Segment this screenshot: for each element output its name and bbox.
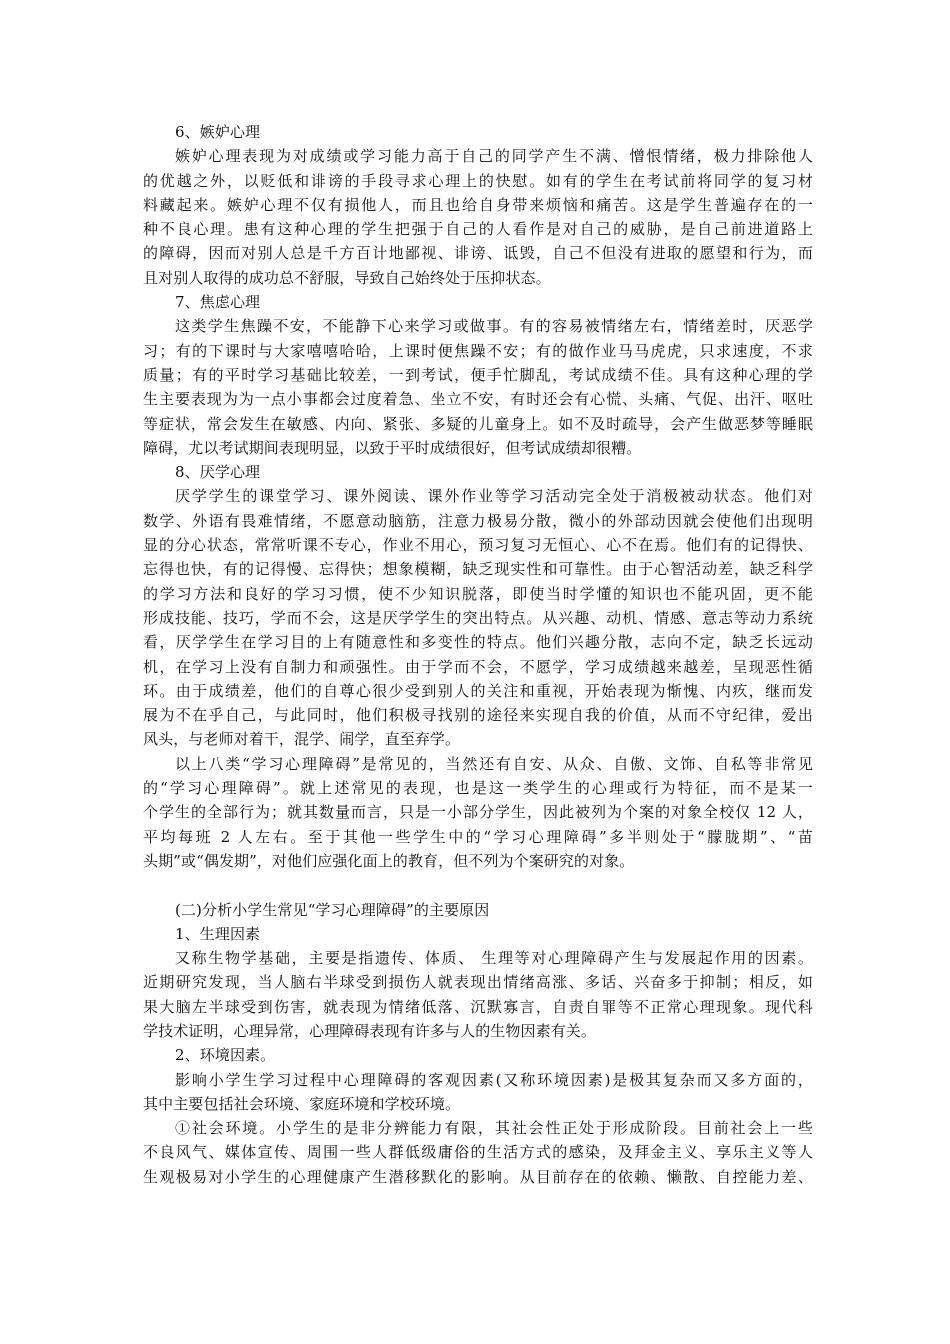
section-heading: 8、厌学心理 — [175, 463, 261, 482]
paragraph-line: 近期研究发现，当人脑右半球受到损伤人就表现出情绪高涨、多话、兴奋多于抑制；相反，如 — [143, 973, 813, 992]
paragraph-line: 的障碍，因而对别人总是千方百计地鄙视、诽谤、诋毁，自己不但没有进取的愿望和行为，而 — [143, 244, 813, 263]
section-heading: 7、焦虑心理 — [175, 293, 261, 312]
paragraph-line: 等症状，常会发生在敏感、内向、紧张、多疑的儿童身上。如不及时疏导，会产生做恶梦等睡眠 — [143, 414, 813, 433]
paragraph-last-line: 障碍，尤以考试期间表现明显，以致于平时成绩很好，但考试成绩却很糟。 — [143, 438, 642, 457]
paragraph-first-line: 以上八类“学习心理障碍”是常见的，当然还有自安、从众、自傲、文饰、自私等非常见 — [175, 754, 813, 773]
paragraph-first-line: ①社会环境。小学生的是非分辨能力有限，其社会性正处于形成阶段。目前社会上一些 — [175, 1119, 813, 1138]
paragraph-last-line: 风头，与老师对着干，混学、闹学，直至弃学。 — [143, 730, 461, 749]
paragraph-line: 平均每班 2 人左右。至于其他一些学生中的“学习心理障碍”多半则处于“朦胧期”、“苗 — [143, 827, 813, 846]
section-heading: 6、嫉妒心理 — [175, 123, 261, 141]
paragraph-last-line: 且对别人取得的成功总不舒服，导致自己始终处于压抑状态。 — [143, 268, 551, 287]
section-heading: 2、环境因素。 — [175, 1046, 276, 1065]
paragraph-line: 的学习方法和良好的学习习惯，使不少知识脱落，即使当时学懂的知识也不能巩固，更不能 — [143, 584, 813, 603]
paragraph-first-line: 又称生物学基础，主要是指遗传、体质、 生理等对心理障碍产生与发展起作用的因素。 — [175, 949, 813, 968]
paragraph-line: 环。由于成绩差，他们的自尊心很少受到别人的关注和重视，开始表现为惭愧、内疚，继而发 — [143, 681, 813, 700]
paragraph-line: 忘得也快，有的记得慢、忘得快；想象模糊，缺乏现实性和可靠性。由于心智活动差，缺乏科学 — [143, 560, 813, 579]
paragraph-line: 形成技能、技巧，学而不会，这是厌学学生的突出特点。从兴趣、动机、情感、意志等动力系统 — [143, 608, 813, 627]
blank-line — [143, 873, 813, 897]
paragraph-last-line: 学技术证明，心理异常，心理障碍表现有许多与人的生物因素有关。 — [143, 1021, 597, 1040]
paragraph-line: 果大脑左半球受到伤害，就表现为情绪低落、沉默寡言，自责自罪等不正常心理现象。现代科 — [143, 997, 813, 1016]
paragraph-line: 生观极易对小学生的心理健康产生潜移默化的影响。从目前存在的依赖、懒散、自控能力差、 — [143, 1167, 813, 1186]
paragraph-line: 数学、外语有畏难情绪，不愿意动脑筋，注意力极易分散，微小的外部动因就会使他们出现明 — [143, 511, 813, 530]
paragraph-line: 质量；有的平时学习基础比较差，一到考试，便手忙脚乱，考试成绩不佳。具有这种心理的学 — [143, 365, 813, 384]
paragraph-line: 习；有的下课时与大家嘻嘻哈哈，上课时便焦躁不安；有的做作业马马虎虎，只求速度，不求 — [143, 341, 813, 360]
paragraph-line: 看，厌学学生在学习目的上有随意性和多变性的特点。他们兴趣分散，志向不定，缺乏长远动 — [143, 633, 813, 652]
paragraph-line: 生主要表现为为一点小事都会过度着急、坐立不安，有时还会有心慌、头痛、气促、出汗、呕吐 — [143, 390, 813, 409]
paragraph-line: 显的分心状态，常常听课不专心，作业不用心，预习复习无恒心、心不在焉。他们有的记得快、 — [143, 536, 813, 555]
section-heading: 1、生理因素 — [175, 924, 261, 943]
paragraph-line: 料藏起来。嫉妒心理不仅有损他人，而且也给自身带来烦恼和痛苦。这是学生普遍存在的一 — [143, 195, 813, 214]
section-heading: (二)分析小学生常见“学习心理障碍”的主要原因 — [175, 900, 490, 919]
paragraph-line: 个学生的全部行为；就其数量而言，只是一小部分学生，因此被列为个案的对象全校仅 12 人， — [143, 803, 813, 822]
paragraph-line: 的优越之外，以贬低和诽谤的手段寻求心理上的快慰。如有的学生在考试前将同学的复习材 — [143, 171, 813, 190]
paragraph-line: 的“学习心理障碍”。就上述常见的表现，也是这一类学生的心理或行为特征，而不是某一 — [143, 779, 813, 798]
paragraph-first-line: 厌学学生的课堂学习、课外阅读、课外作业等学习活动完全处于消极被动状态。他们对 — [175, 487, 813, 506]
paragraph-first-line: 这类学生焦躁不安，不能静下心来学习或做事。有的容易被情绪左右，情绪差时，厌恶学 — [175, 317, 813, 336]
paragraph-line: 展为不在乎自己，与此同时，他们积极寻找别的途径来实现自我的价值，从而不守纪律，爱出 — [143, 706, 813, 725]
paragraph-last-line: 其中主要包括社会环境、家庭环境和学校环境。 — [143, 1094, 461, 1113]
paragraph-line: 种不良心理。患有这种心理的学生把强于自己的人看作是对自己的威胁，是自己前进道路上 — [143, 220, 813, 239]
paragraph-line: 不良风气、媒体宣传、周围一些人群低级庸俗的生活方式的感染，及拜金主义、享乐主义等人 — [143, 1143, 813, 1162]
paragraph-first-line: 影响小学生学习过程中心理障碍的客观因素(又称环境因素)是极其复杂而又多方面的， — [175, 1070, 813, 1089]
paragraph-first-line: 嫉妒心理表现为对成绩或学习能力高于自己的同学产生不满、憎恨情绪，极力排除他人 — [175, 147, 813, 166]
document-page — [143, 120, 813, 1189]
paragraph-line: 机，在学习上没有自制力和顽强性。由于学而不会，不愿学，学习成绩越来越差，呈现恶性循 — [143, 657, 813, 676]
paragraph-last-line: 头期”或“偶发期”，对他们应强化面上的教育，但不列为个案研究的对象。 — [143, 851, 635, 870]
